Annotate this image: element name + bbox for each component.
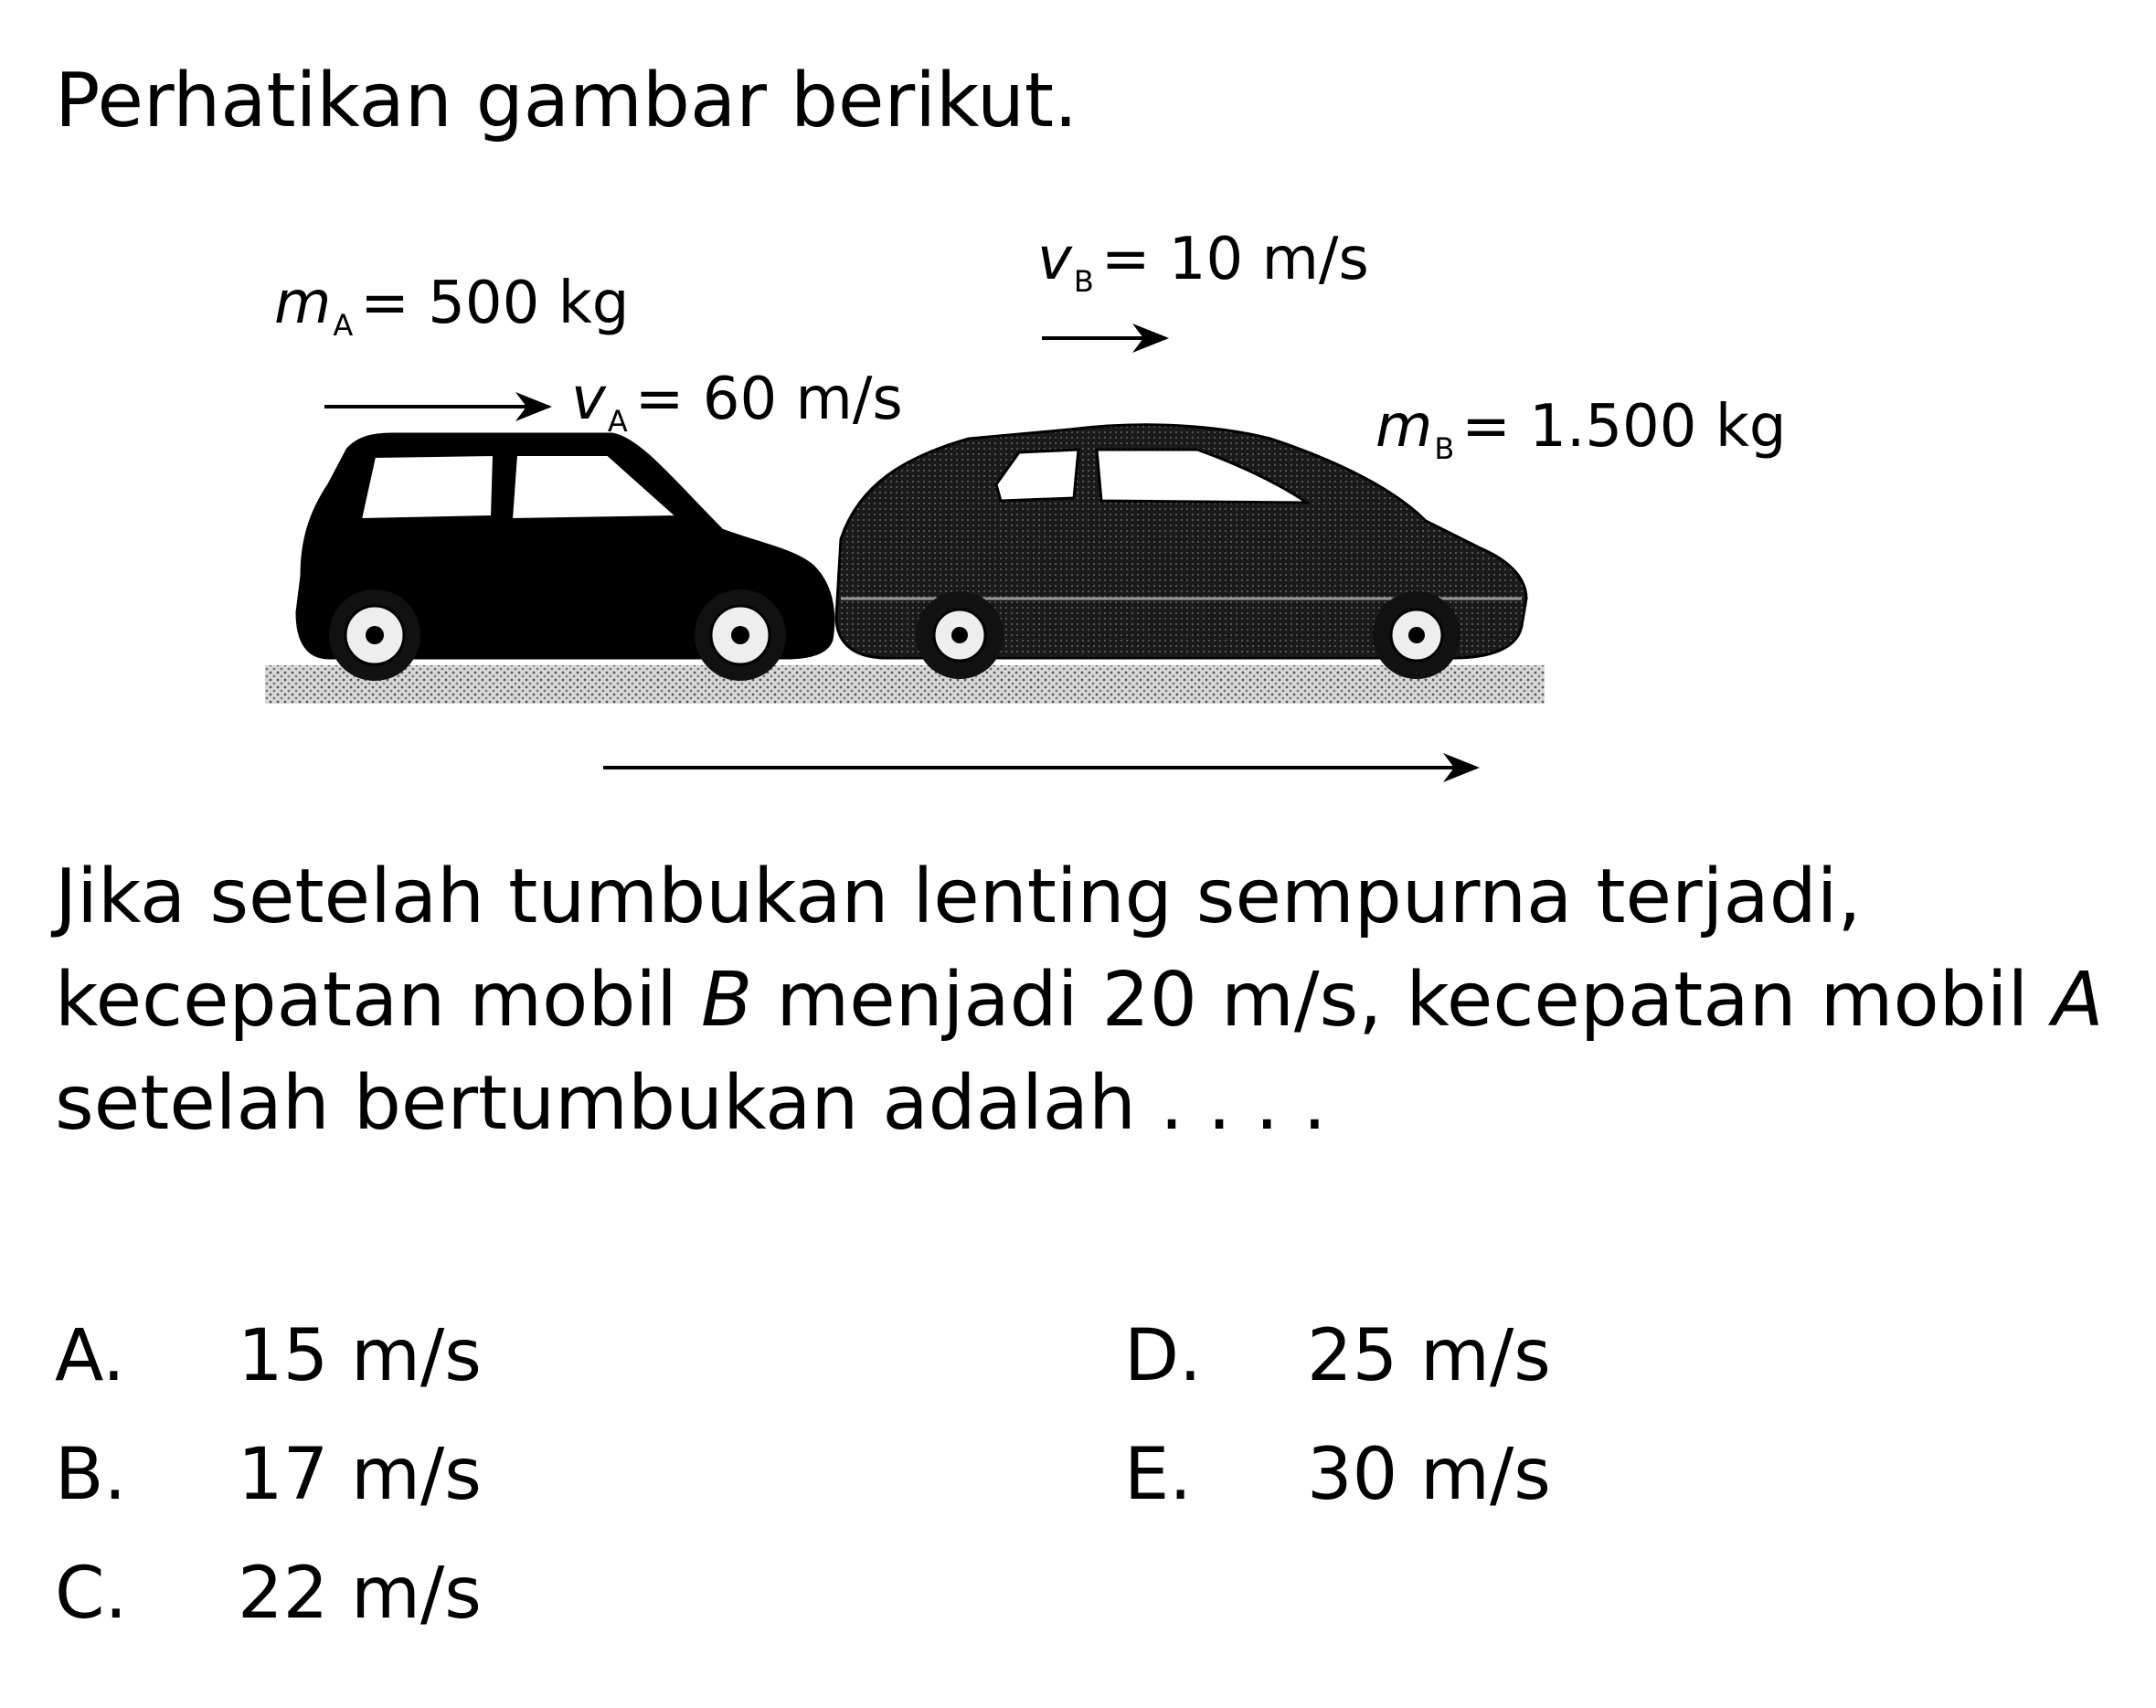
road bbox=[265, 665, 1545, 704]
mass-b-label: $m_B = 1.500$ kg bbox=[1375, 393, 1787, 466]
option-d[interactable]: D. 25 m/s bbox=[1124, 1315, 1551, 1397]
question-text: Jika setelah tumbukan lenting sempurna terjadi, kecepatan mobil B menjadi 20 m/s, kecepatan mobil A setelah bertumbukan adalah . . . . bbox=[55, 854, 2104, 1147]
option-a[interactable]: A. 15 m/s bbox=[55, 1315, 482, 1397]
collision-figure bbox=[247, 210, 1938, 850]
option-b[interactable]: B. 17 m/s bbox=[55, 1434, 482, 1516]
velocity-b-label: $v_B = 10$ m/s bbox=[1037, 226, 1369, 299]
mass-a-label: $m_A = 500$ kg bbox=[274, 270, 630, 343]
intro-text: Perhatikan gambar berikut. bbox=[55, 58, 1078, 144]
velocity-a-label: $v_A = 60$ m/s bbox=[571, 366, 903, 439]
car-a bbox=[297, 434, 834, 681]
answer-options bbox=[55, 1315, 2102, 1668]
option-c[interactable]: C. 22 m/s bbox=[55, 1553, 482, 1635]
option-e[interactable]: E. 30 m/s bbox=[1124, 1434, 1551, 1516]
